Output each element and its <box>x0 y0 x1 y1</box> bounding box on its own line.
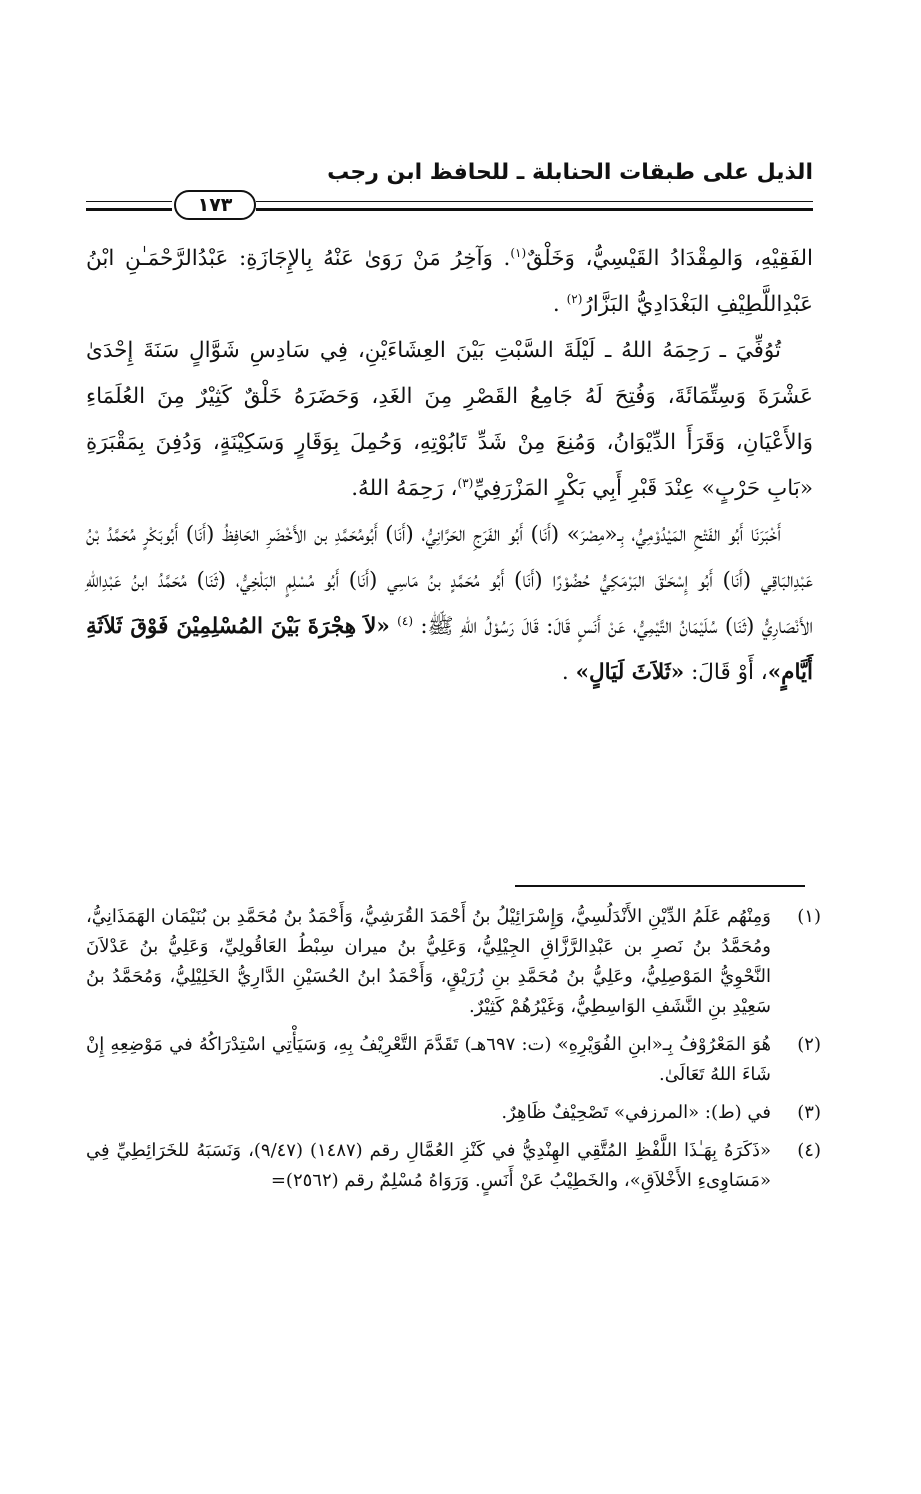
p2-end: ، رَحِمَهُ اللهُ. <box>351 476 458 501</box>
footnote-ref-1: (١) <box>510 245 527 260</box>
footnote-2 <box>86 1030 821 1090</box>
footnote-ref-3: (٣) <box>457 475 474 490</box>
footnote-text: في (ط): «المرزفي» تَصْحِيْفٌ ظَاهِرٌ. <box>501 1102 771 1123</box>
main-text <box>86 236 813 696</box>
footnote-ref-4: (٤) <box>397 613 413 628</box>
footnote-number: (٢) <box>797 1034 821 1055</box>
footnote-number: (١) <box>797 906 821 927</box>
paragraph-2 <box>86 328 813 512</box>
p3-end: . <box>561 660 569 685</box>
footnotes <box>86 902 821 1204</box>
p1b-text: . وَآخِرُ مَنْ رَوَىٰ عَنْهُ بِالإِجَازَةِ: عَبْدُالرَّحْمَـٰنِ ابْنُ عَبْدِاللَّطِيْفِ البَغْدَادِيُّ البَزَّارُ <box>86 246 813 317</box>
footnote-1 <box>86 902 821 1022</box>
footnote-number: (٣) <box>797 1102 821 1123</box>
p3-text: أَخْبَرَنَا أَبُو الفَتْحِ المَيْدُوْمِيُّ، بِـ«مِصْرَ» (أَنَا) أَبُو الفَرَجِ الحَرَّانِيُّ، (أَنَا) أَبُومُحَمَّدِ بن الأَخْضَرِ الحَافِظُ (أَنَا) أَبُوبَكْرٍ مُحَمَّدُ بْنُ عَبْدِالبَاقِي (أَنَا) أَبُو إِسْحَـٰقَ البَرْمَكِيُّ حُضُوْرًا (أَنَا) أَبُو مُحَمَّدٍ بنُ مَاسِي (أَنَا) أَبُو مُسْلِمٍ البَلْخِيُّ، (ثَنَا) مُحَمَّدُ ابنُ عَبْدِاللهِ الأَنْصَارِيُّ (ثَنَا) سُلَيْمَانُ التَّيْمِيُّ، عَنْ أَنَسٍ قَالَ: قَالَ رَسُوْلُ اللهِ ﷺ: <box>86 522 814 639</box>
footnote-3 <box>86 1098 821 1128</box>
header-rule <box>86 190 813 220</box>
footnote-ref-2: (٢) <box>566 291 583 306</box>
footnote-text: هُوَ المَعْرُوْفُ بِـ«ابنِ الفُوَيْرِهِ» (ت: ٦٩٧هـ) تَقَدَّمَ التَّعْرِيْفُ بِهِ، وَسَيَأْتِي اسْتِدْرَاكُهُ في مَوْضِعِهِ إِنْ شَاءَ اللهُ تَعَالَىٰ. <box>86 1034 771 1085</box>
p2-text: تُوُفِّيَ ـ رَحِمَهُ اللهُ ـ لَيْلَةَ السَّبْتِ بَيْنَ العِشَاءَيْنِ، فِي سَادِسِ شَوَّالٍ سَنَةَ إِحْدَىٰ عَشْرَةَ وَسِتِّمَائَةَ، وَفُتِحَ لَهُ جَامِعُ القَصْرِ مِنَ الغَدِ، وَحَضَرَهُ خَلْقٌ كَثِيْرٌ مِنَ العُلَمَاءِ وَالأَعْيَانِ، وَقَرَأَ الدِّيْوَانُ، وَمُنِعَ مِنْ شَدِّ تَابُوْتِهِ، وَحُمِلَ بِوَقَارٍ وَسَكِيْنَةٍ، وَدُفِنَ بِمَقْبَرَةِ «بَابِ حَرْبٍ» عِنْدَ قَبْرِ أَبِي بَكْرٍ المَزْرَفِيِّ <box>86 338 813 501</box>
paragraph-1 <box>86 236 813 328</box>
running-title: الذيل على طبقات الحنابلة ـ للحافظ ابن رجب <box>327 160 813 185</box>
header-rule-left <box>86 201 172 211</box>
footnote-4 <box>86 1136 821 1196</box>
header-rule-right <box>256 201 813 211</box>
footnote-separator <box>515 885 805 887</box>
page-number: ١٧٣ <box>174 190 256 220</box>
p3-mid: ، أَوْ قَالَ: <box>691 660 768 685</box>
hadith-text: «لاَ هِجْرَةَ بَيْنَ المُسْلِمِيْنَ فَوْقَ ثَلاَثَةِ أَيَّامٍ» <box>86 614 813 685</box>
footnote-number: (٤) <box>797 1140 821 1161</box>
hadith-alt-text: «ثَلاَثَ لَيَالٍ» <box>575 660 685 685</box>
p1-text: الفَقِيْهِ، وَالمِقْدَادُ القَيْسِيُّ، وَخَلْقٌ <box>526 246 813 271</box>
footnote-text: «ذَكَرَهُ بِهَـٰذَا اللَّفْظِ المُتَّقِي الهِنْدِيُّ في كَنْزِ العُمَّالِ رقم (١٤٨٧) (٩/٤٧)، وَنَسَبَهُ للخَرَائِطِيِّ فِي «مَسَاوِىءِ الأَخْلاَقِ»، والخَطِيْبُ عَنْ أَنَسٍ. وَرَوَاهُ مُسْلِمٌ رقم (٢٥٦٢)= <box>86 1140 771 1191</box>
paragraph-3 <box>86 512 813 696</box>
p1-end: . <box>552 292 560 317</box>
footnote-text: وَمِنْهُم عَلَمُ الدِّيْنِ الأَنْدَلُسِيُّ، وَإِسْرَائِيْلُ بنُ أَحْمَدَ القُرَشِيُّ، وَأَحْمَدُ بنُ مُحَمَّدِ بن بُنَيْمَان الهَمَذَانِيُّ، ومُحَمَّدُ بنُ نَصرِ بن عَبْدِالرَّزَّاقِ الجِيْلِيُّ، وَعَلِيُّ بنُ ميران سِبْطُ العَاقُولِيِّ، وَعَلِيُّ بنُ عَدْلاَنَ النَّحْوِيُّ المَوْصِلِيُّ، وعَلِيُّ بنُ مُحَمَّدِ بنِ زُرَيْقٍ، وَأَحْمَدُ ابنُ الحُسَيْنِ الدَّارِيُّ الخَلِيْلِيُّ، وَمُحَمَّدُ بنُ سَعِيْدِ بنِ النَّشَفِ الوَاسِطِيُّ، وَغَيْرُهُمْ كَثِيْرٌ. <box>86 906 771 1017</box>
